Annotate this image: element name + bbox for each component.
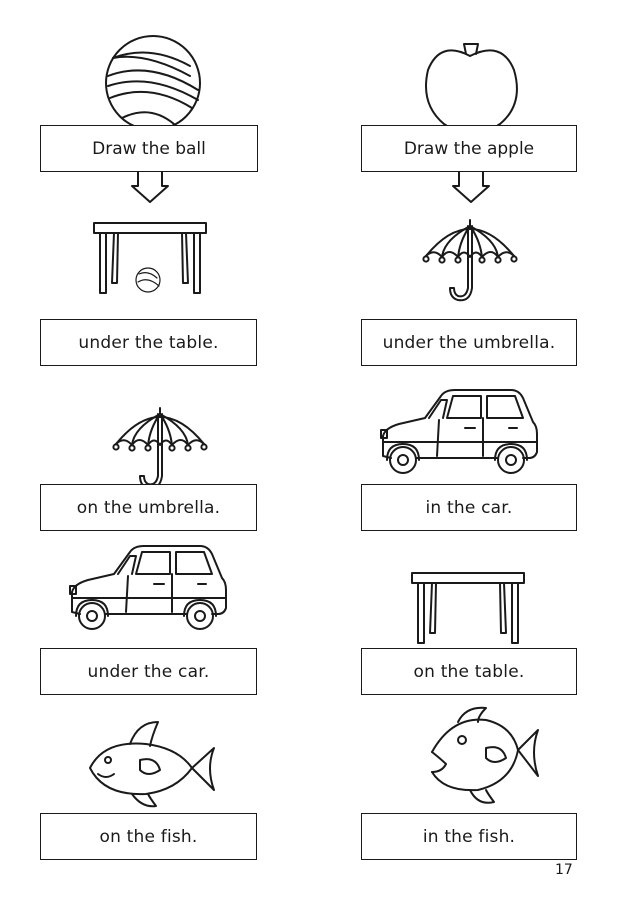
instruction-box bbox=[361, 484, 577, 531]
ball-icon bbox=[106, 36, 200, 130]
fish-icon bbox=[90, 722, 214, 806]
umbrella-icon bbox=[423, 220, 516, 300]
instruction-box bbox=[40, 813, 257, 860]
instruction-text: on the umbrella. bbox=[76, 497, 221, 518]
ball-icon bbox=[136, 268, 160, 292]
instruction-box bbox=[361, 648, 577, 695]
apple-icon bbox=[426, 44, 517, 130]
heading-text: Draw the ball bbox=[92, 138, 206, 159]
instruction-box bbox=[40, 484, 257, 531]
heading-draw-apple bbox=[361, 125, 577, 172]
car-icon bbox=[381, 390, 537, 473]
down-arrow-icon bbox=[132, 172, 489, 202]
instruction-box bbox=[361, 813, 577, 860]
table-icon bbox=[412, 573, 524, 643]
instruction-box bbox=[40, 319, 257, 366]
instruction-text: in the car. bbox=[425, 497, 513, 518]
heading-text: Draw the apple bbox=[403, 138, 535, 159]
instruction-text: under the umbrella. bbox=[382, 332, 556, 353]
umbrella-icon bbox=[113, 408, 206, 488]
heading-draw-ball bbox=[40, 125, 258, 172]
fish-icon bbox=[432, 708, 538, 803]
instruction-box bbox=[40, 648, 257, 695]
instruction-text: on the table. bbox=[413, 661, 525, 682]
instruction-box bbox=[361, 319, 577, 366]
instruction-text: under the table. bbox=[78, 332, 219, 353]
page-number: 17 bbox=[555, 862, 573, 878]
car-icon bbox=[70, 546, 226, 629]
instruction-text: under the car. bbox=[87, 661, 210, 682]
table-icon bbox=[94, 223, 206, 293]
instruction-text: on the fish. bbox=[99, 826, 198, 847]
instruction-text: in the fish. bbox=[422, 826, 516, 847]
